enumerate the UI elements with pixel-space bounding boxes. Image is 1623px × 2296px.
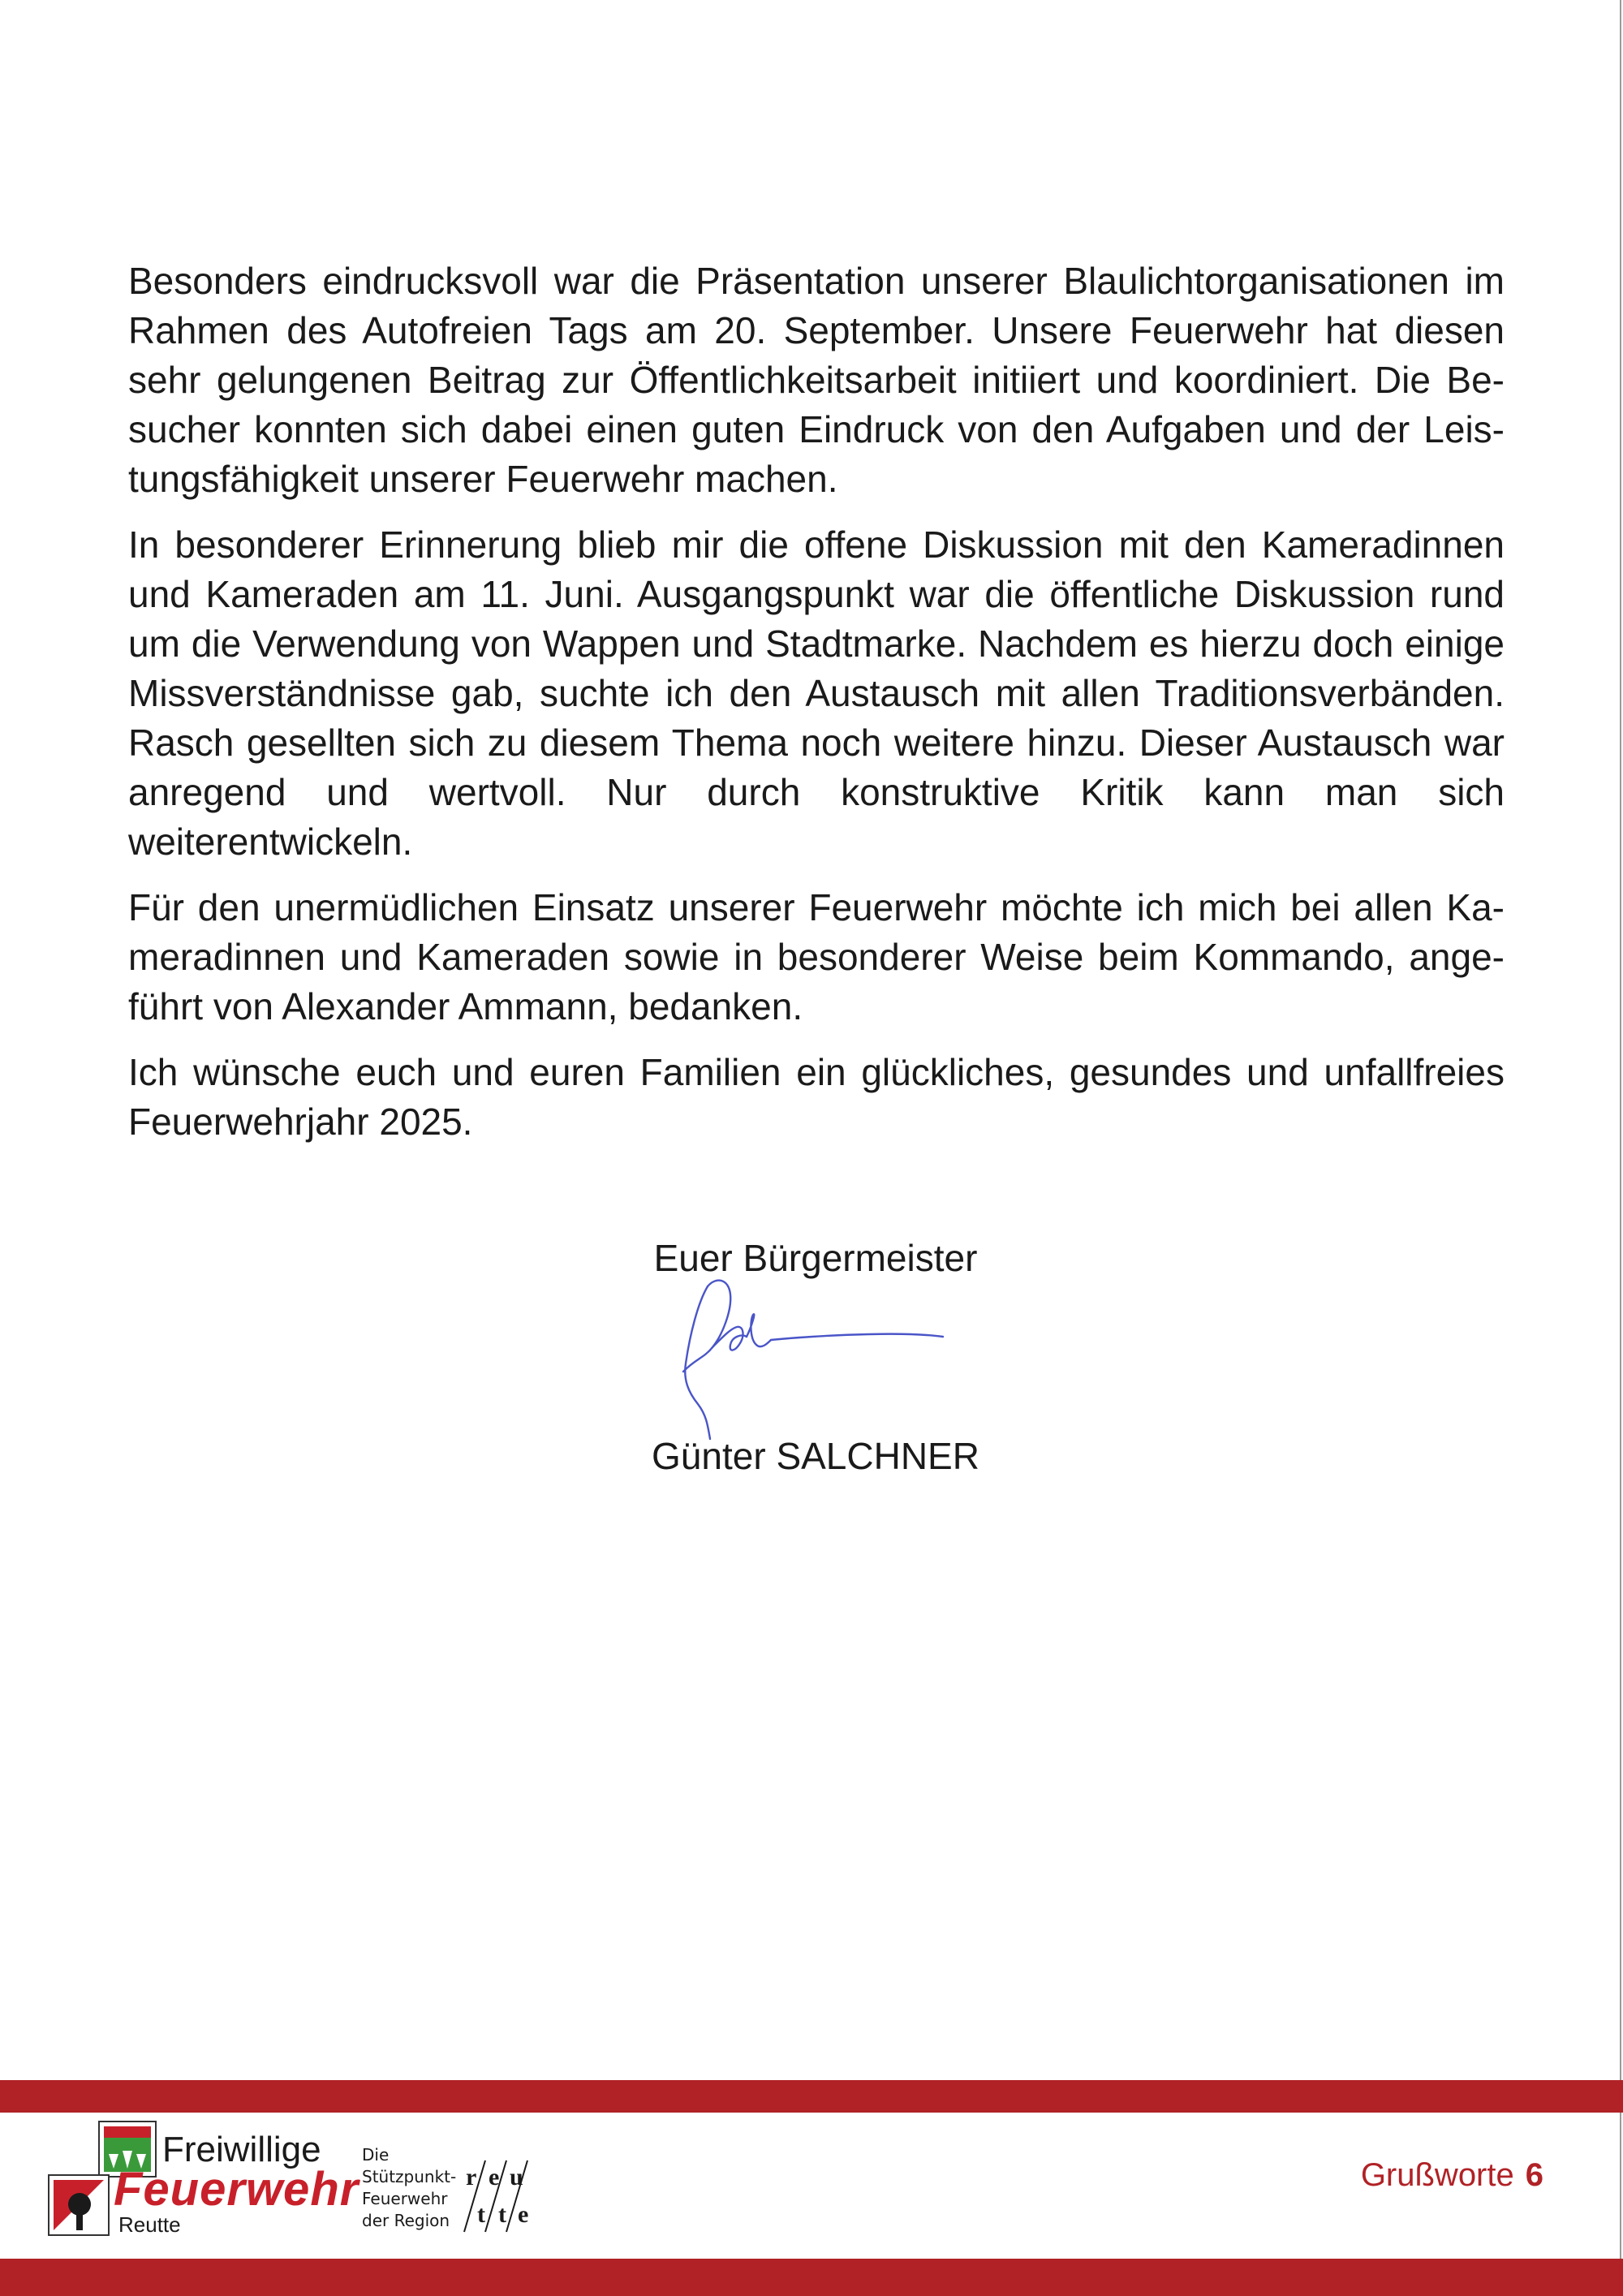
letter-body (128, 256, 1505, 1163)
svg-text:u: u (510, 2164, 523, 2190)
svg-text:t: t (498, 2201, 506, 2228)
paragraph-3: Für den unermüdlichen Einsatz unserer Feuerwehr möchte ich mich bei allen Kameradinnen und Kameraden sowie in besonderer Weise beim Kommando, angeführt von Alexander Ammann, bedanken. (128, 886, 1505, 1027)
page-number: 6 (1525, 2157, 1543, 2193)
page-edge-line (1620, 0, 1621, 2296)
logo-text-reutte: Reutte (118, 2212, 181, 2237)
footer-top-bar (0, 2080, 1623, 2113)
svg-text:t: t (477, 2201, 485, 2228)
signature-icon (665, 1270, 958, 1441)
paragraph-4: Ich wünsche euch und euren Familien ein glückliches, gesundes und unfallfreies Feuerwehrjahr 2025. (128, 1051, 1505, 1143)
reutte-logo-mark-icon (453, 2157, 542, 2235)
paragraph-2: In besonderer Erinnerung blieb mir die offene Diskussion mit den Kameradinnen und Kameraden am 11. Juni. Ausgangspunkt war die öffentliche Diskussion rund um die Verwendung von Wappen und Stadtmarke. Nachdem es hierzu doch einige Missverständnisse gab, suchte ich den Austausch mit allen Traditionsverbänden. Rasch gesellten sich zu diesem Thema noch weitere hinzu. Dieser Austausch war anregend und wertvoll. Nur durch konstruktive Kritik kann man sich weiterentwickeln. (128, 523, 1505, 863)
region-line-2: Stützpunkt- (362, 2167, 457, 2186)
svg-text:e: e (518, 2201, 529, 2228)
closing-greeting: Euer Bürgermeister (653, 1237, 978, 1279)
region-line-3: Feuerwehr (362, 2189, 448, 2208)
footer-bottom-bar (0, 2259, 1623, 2296)
footer-page-label (1361, 2157, 1543, 2194)
region-line-1: Die (362, 2145, 390, 2165)
footer-logo (47, 2120, 550, 2238)
logo-text-feuerwehr: Feuerwehr (114, 2163, 359, 2216)
paragraph-1: Besonders eindrucksvoll war die Präsentation unserer Blaulichtorganisationen im Rahmen des Autofreien Tags am 20. September. Unsere Feuerwehr hat diesen sehr gelungenen Beitrag zur Öffentlichkeitsarbeit initiiert und koordiniert. Die Besucher konnten sich dabei einen guten Eindruck von den Aufgaben und der Leistungsfähigkeit unserer Feuerwehr machen. (128, 260, 1505, 500)
footer-section-title: Grußworte (1360, 2157, 1514, 2193)
logo-region-text (362, 2144, 456, 2232)
region-line-4: der Region (362, 2211, 450, 2230)
closing-name: Günter SALCHNER (652, 1435, 979, 1477)
logo-text-freiwillige: Freiwillige (162, 2130, 321, 2169)
svg-text:e: e (489, 2164, 500, 2190)
svg-text:r: r (466, 2164, 477, 2190)
